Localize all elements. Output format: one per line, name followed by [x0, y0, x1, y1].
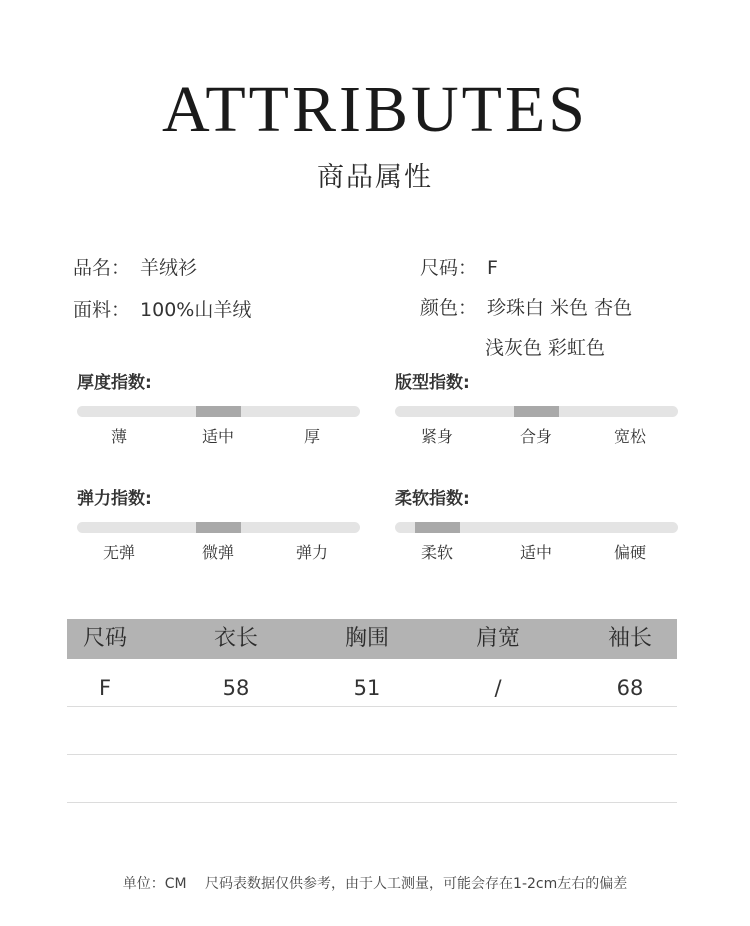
index-title: 弹力指数: — [77, 489, 152, 509]
index-label: 厚 — [303, 427, 321, 446]
index-label: 弹力 — [295, 543, 329, 562]
index-label: 适中 — [519, 543, 553, 562]
table-cell: 68 — [616, 676, 644, 700]
index-track — [395, 406, 678, 417]
attr-value: F — [487, 257, 498, 279]
index-labels — [77, 540, 360, 564]
size-table — [67, 619, 677, 803]
attr-value: 羊绒衫 — [140, 257, 198, 279]
attr-label: 面料： — [73, 299, 131, 321]
index-label: 柔软 — [420, 543, 454, 562]
softness-index — [395, 484, 678, 562]
attr-label: 尺码： — [420, 257, 478, 279]
index-fill — [196, 406, 241, 417]
index-fill — [514, 406, 559, 417]
index-track — [77, 406, 360, 417]
index-title: 厚度指数: — [77, 373, 152, 393]
footnote: 单位：CM 尺码表数据仅供参考，由于人工测量，可能会存在1-2cm左右的偏差 — [122, 876, 628, 892]
table-header-cell: 胸围 — [344, 626, 390, 651]
table-cell: 51 — [353, 676, 381, 700]
index-label: 适中 — [201, 427, 235, 446]
index-label: 偏硬 — [613, 543, 647, 562]
attr-label: 品名： — [73, 257, 131, 279]
attr-color-line2: 浅灰色 彩虹色 — [485, 337, 606, 359]
attr-fabric — [73, 295, 251, 322]
attr-value: 珍珠白 米色 杏色 — [487, 297, 633, 319]
table-header — [67, 619, 677, 659]
index-track — [395, 522, 678, 533]
table-row — [67, 659, 677, 707]
attr-color — [420, 293, 632, 320]
table-row — [67, 707, 677, 755]
index-title: 版型指数: — [395, 373, 470, 393]
index-labels — [77, 424, 360, 448]
fit-index — [395, 368, 678, 446]
index-labels — [395, 540, 678, 564]
index-label: 无弹 — [102, 543, 136, 562]
index-fill — [415, 522, 460, 533]
table-header-cell: 肩宽 — [475, 626, 521, 651]
attr-value: 100%山羊绒 — [140, 299, 252, 321]
attr-size — [420, 253, 498, 280]
index-label: 紧身 — [420, 427, 454, 446]
table-header-cell: 袖长 — [607, 626, 653, 651]
index-label: 合身 — [519, 427, 553, 446]
index-label: 宽松 — [613, 427, 647, 446]
index-title: 柔软指数: — [395, 489, 470, 509]
index-label: 薄 — [110, 427, 128, 446]
table-row — [67, 755, 677, 803]
index-fill — [196, 522, 241, 533]
index-label: 微弹 — [201, 543, 235, 562]
elasticity-index — [77, 484, 360, 562]
table-cell: F — [98, 676, 112, 700]
page-title: ATTRIBUTES — [162, 73, 588, 146]
table-cell: / — [494, 676, 502, 700]
table-header-cell: 衣长 — [213, 626, 259, 651]
table-header-cell: 尺码 — [82, 626, 128, 651]
thickness-index — [77, 368, 360, 446]
page-subtitle: 商品属性 — [317, 162, 433, 193]
index-labels — [395, 424, 678, 448]
table-cell: 58 — [222, 676, 250, 700]
attr-product-name — [73, 253, 197, 280]
index-track — [77, 522, 360, 533]
attr-label: 颜色： — [420, 297, 478, 319]
